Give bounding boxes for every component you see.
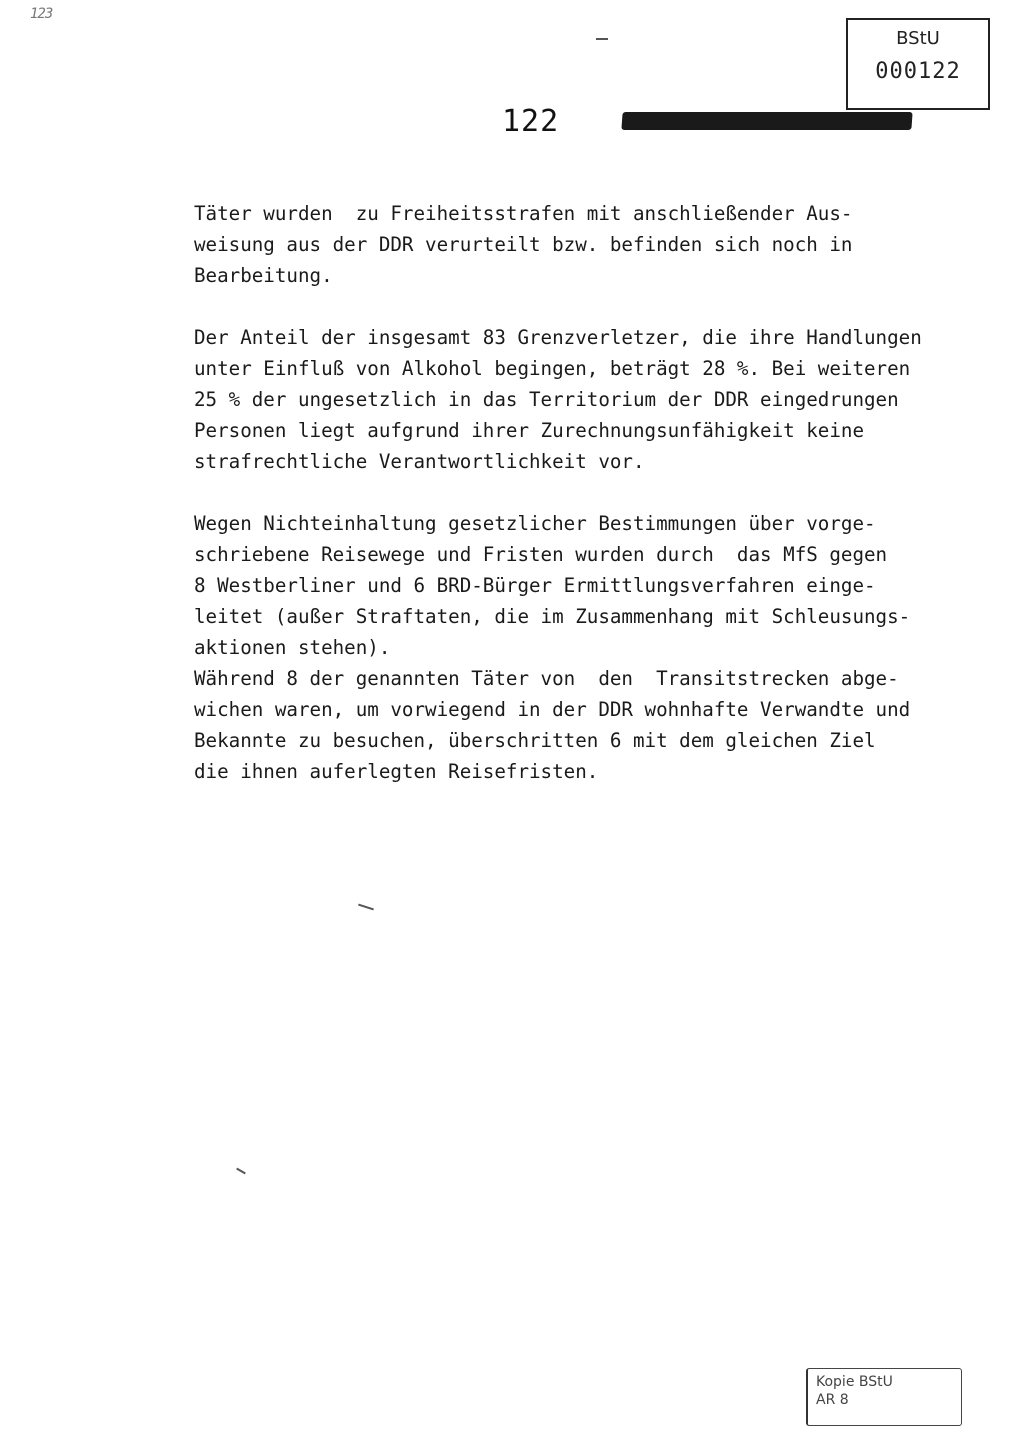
- scan-speck: [358, 904, 374, 911]
- corner-page-mark: 123: [30, 6, 53, 22]
- text-line: schriebene Reisewege und Fristen wurden durch das MfS gegen: [194, 543, 888, 566]
- archive-stamp: [846, 18, 990, 110]
- text-line: leitet (außer Straftaten, die im Zusammenhang mit Schleusungs-: [194, 605, 911, 628]
- redaction-bar: [621, 112, 912, 130]
- copy-stamp: [806, 1368, 962, 1426]
- document-body: [194, 198, 994, 787]
- text-line: wichen waren, um vorwiegend in der DDR wohnhafte Verwandte und: [194, 698, 911, 721]
- text-line: Während 8 der genannten Täter von den Transitstrecken abge-: [194, 667, 899, 690]
- text-line: die ihnen auferlegten Reisefristen.: [194, 760, 599, 783]
- copy-stamp-line-2: AR 8: [816, 1392, 849, 1408]
- text-line: aktionen stehen).: [194, 636, 391, 659]
- text-line: strafrechtliche Verantwortlichkeit vor.: [194, 450, 645, 473]
- page-number: 122: [502, 104, 560, 139]
- text-line: Wegen Nichteinhaltung gesetzlicher Bestimmungen über vorge-: [194, 512, 876, 535]
- text-line: Bekannte zu besuchen, überschritten 6 mit dem gleichen Ziel: [194, 729, 876, 752]
- text-line: Täter wurden zu Freiheitsstrafen mit anschließender Aus-: [194, 202, 853, 225]
- paragraph-2: [194, 322, 994, 477]
- archive-stamp-number: 000122: [875, 59, 961, 84]
- text-line: Bearbeitung.: [194, 264, 333, 287]
- archive-stamp-label: BStU: [896, 28, 940, 49]
- paragraph-1: [194, 198, 994, 291]
- text-line: Personen liegt aufgrund ihrer Zurechnungsunfähigkeit keine: [194, 419, 865, 442]
- text-line: 8 Westberliner und 6 BRD-Bürger Ermittlungsverfahren einge-: [194, 574, 876, 597]
- text-line: unter Einfluß von Alkohol begingen, beträgt 28 %. Bei weiteren: [194, 357, 911, 380]
- text-line: weisung aus der DDR verurteilt bzw. befinden sich noch in: [194, 233, 853, 256]
- text-line: Der Anteil der insgesamt 83 Grenzverletzer, die ihre Handlungen: [194, 326, 922, 349]
- paragraph-3: [194, 508, 994, 663]
- scan-speck: [596, 38, 608, 40]
- copy-stamp-line-1: Kopie BStU: [816, 1374, 893, 1390]
- scan-speck: [236, 1168, 246, 1175]
- text-line: 25 % der ungesetzlich in das Territorium der DDR eingedrungen: [194, 388, 899, 411]
- paragraph-4: [194, 663, 994, 787]
